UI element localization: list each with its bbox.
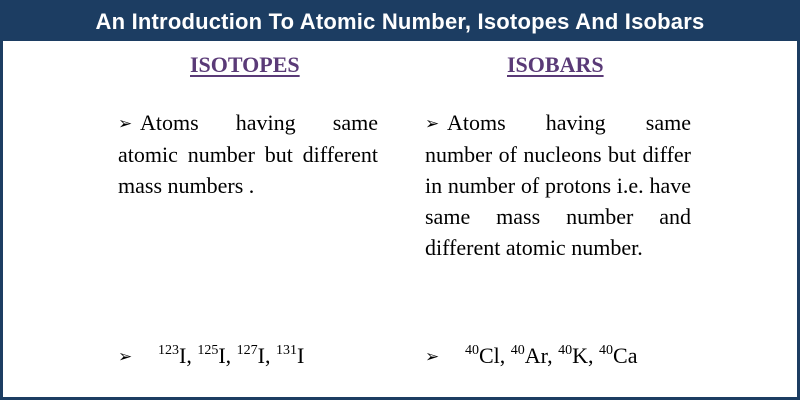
mass-number: 123 bbox=[158, 343, 179, 358]
isotopes-heading: ISOTOPES bbox=[190, 52, 300, 77]
mass-number: 127 bbox=[236, 343, 258, 358]
isobars-definition-block bbox=[425, 107, 691, 263]
element-symbol: I bbox=[179, 343, 187, 368]
arrow-bullet-icon: ➢ bbox=[118, 114, 133, 133]
mass-number: 40 bbox=[510, 343, 525, 358]
arrow-bullet-icon: ➢ bbox=[425, 114, 440, 133]
arrow-bullet-icon: ➢ bbox=[425, 347, 440, 366]
isobars-heading: ISOBARS bbox=[507, 52, 604, 77]
isobars-examples bbox=[425, 342, 637, 371]
element-symbol: Ar bbox=[524, 343, 548, 368]
title-banner bbox=[3, 3, 797, 41]
nuclide-example bbox=[237, 343, 276, 368]
isotopes-definition-block bbox=[118, 107, 378, 201]
element-symbol: Cl bbox=[479, 343, 500, 368]
element-symbol: I bbox=[218, 343, 226, 368]
separator: , bbox=[547, 343, 559, 368]
element-symbol: I bbox=[257, 343, 265, 368]
isotopes-examples bbox=[118, 342, 304, 371]
separator: , bbox=[499, 343, 511, 368]
nuclide-example bbox=[558, 343, 599, 368]
nuclide-example bbox=[158, 343, 197, 368]
mass-number: 40 bbox=[558, 343, 573, 358]
nuclide-example bbox=[197, 343, 236, 368]
separator: , bbox=[225, 343, 237, 368]
isotopes-definition: Atoms having same atomic number but different mass numbers . bbox=[118, 110, 378, 198]
nuclide-example bbox=[599, 343, 637, 368]
mass-number: 40 bbox=[599, 343, 614, 358]
separator: , bbox=[588, 343, 600, 368]
isobars-definition: Atoms having same number of nucleons but differ in number of protons i.e. have same mass number and different atomic number. bbox=[425, 110, 691, 260]
mass-number: 40 bbox=[465, 343, 479, 358]
element-symbol: K bbox=[572, 343, 589, 368]
page-title: An Introduction To Atomic Number, Isotopes And Isobars bbox=[95, 9, 705, 34]
nuclide-example bbox=[465, 343, 511, 368]
element-symbol: Ca bbox=[613, 343, 638, 368]
nuclide-example bbox=[511, 343, 558, 368]
mass-number: 131 bbox=[275, 343, 297, 358]
arrow-bullet-icon: ➢ bbox=[118, 347, 133, 366]
mass-number: 125 bbox=[197, 343, 219, 358]
element-symbol: I bbox=[296, 343, 305, 368]
separator: , bbox=[186, 343, 198, 368]
nuclide-example bbox=[276, 343, 304, 368]
separator: , bbox=[264, 343, 276, 368]
